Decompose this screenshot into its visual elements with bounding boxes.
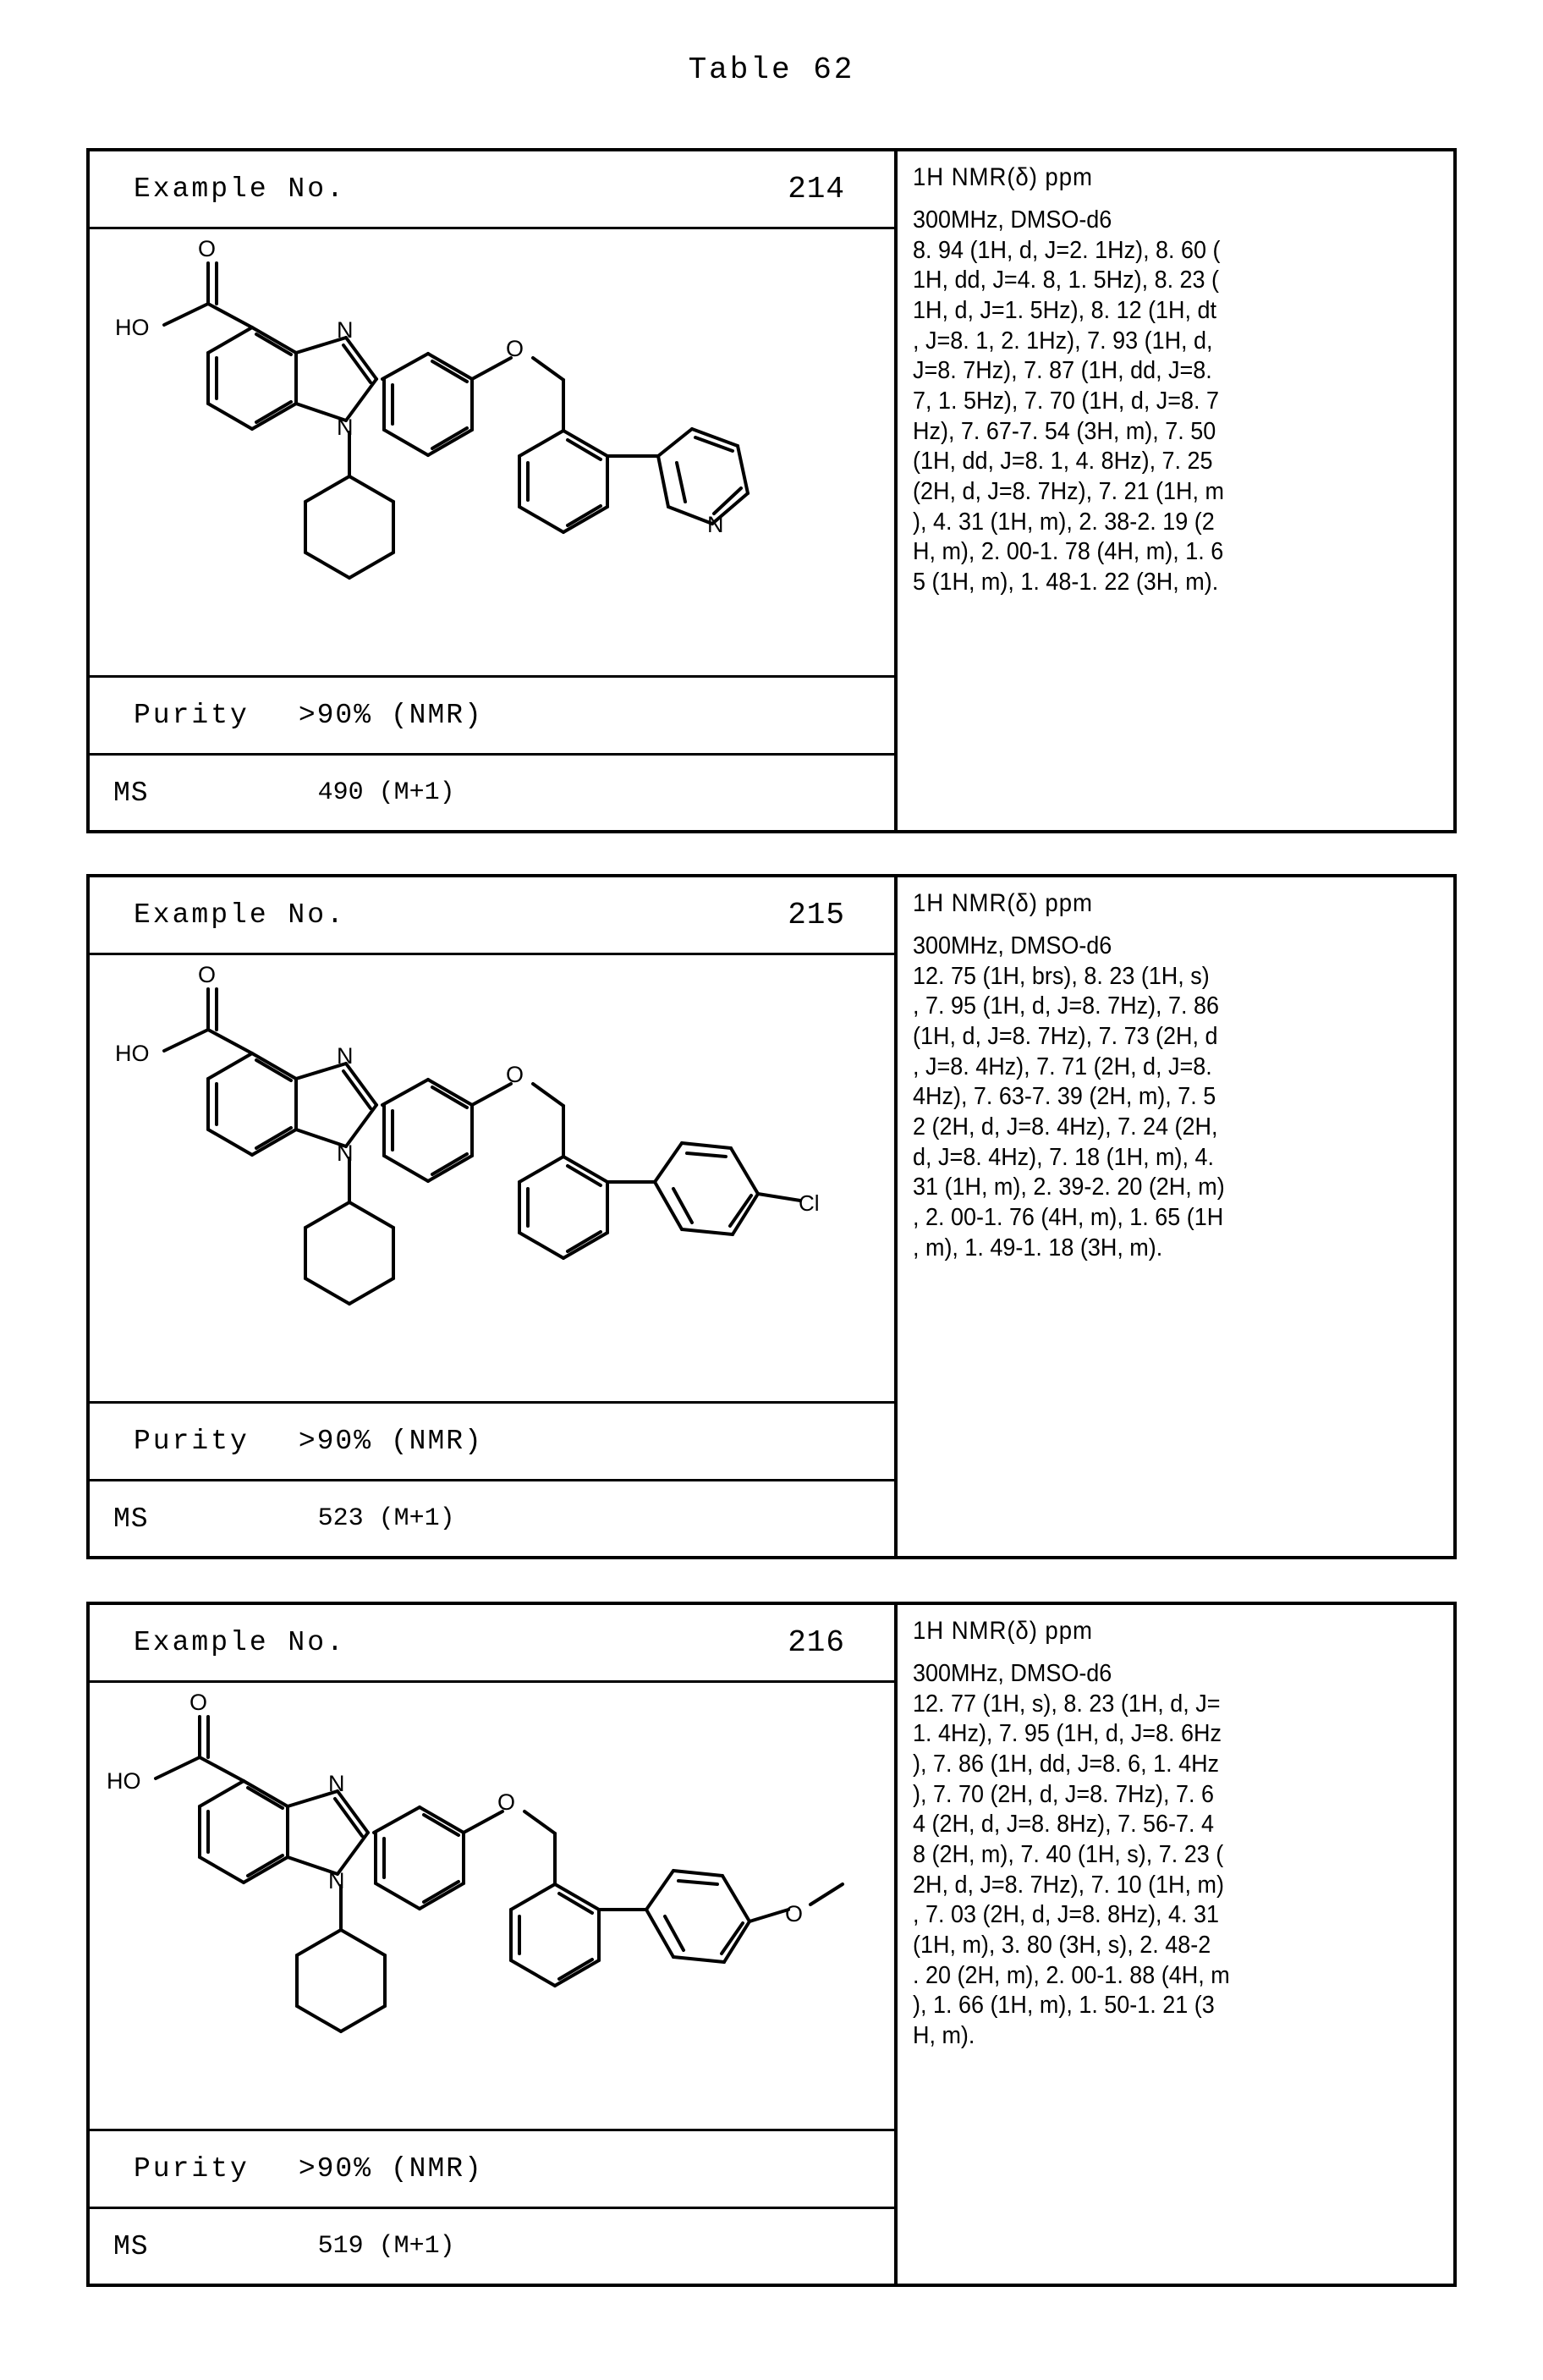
nmr-header: 1H NMR(δ) ppm (913, 889, 1093, 917)
nmr-column (898, 1605, 1453, 2284)
example-no-row (90, 1605, 894, 1683)
ms-label: MS (113, 777, 149, 809)
structure-diagram-icon (90, 229, 893, 678)
entry-left-column (90, 151, 898, 830)
nmr-line: 4 (2H, d, J=8. 8Hz), 7. 56-7. 4 (913, 1811, 1215, 1839)
example-no-label: Example No. (134, 173, 346, 205)
nmr-text (913, 206, 1446, 598)
structure-diagram-icon (90, 1683, 893, 2131)
nmr-line: . 20 (2H, m), 2. 00-1. 88 (4H, m (913, 1961, 1230, 1989)
example-no-value: 215 (788, 898, 845, 932)
nmr-line: 1. 4Hz), 7. 95 (1H, d, J=8. 6Hz (913, 1720, 1222, 1748)
nmr-line: ), 7. 86 (1H, dd, J=8. 6, 1. 4Hz (913, 1750, 1220, 1778)
example-no-value: 214 (788, 172, 845, 206)
entry-table-214 (86, 148, 1457, 833)
nmr-header: 1H NMR(δ) ppm (913, 1617, 1093, 1645)
structure-diagram-icon (90, 955, 893, 1404)
nmr-line: 7, 1. 5Hz), 7. 70 (1H, d, J=8. 7 (913, 387, 1220, 415)
purity-label: Purity (134, 1426, 250, 1457)
ms-row (90, 1481, 894, 1556)
example-no-label: Example No. (134, 899, 346, 931)
entry-left-column (90, 877, 898, 1556)
nmr-line: , J=8. 1, 2. 1Hz), 7. 93 (1H, d, (913, 327, 1213, 355)
ms-label: MS (113, 2230, 149, 2262)
nmr-text (913, 932, 1446, 1263)
example-no-value: 216 (788, 1625, 845, 1660)
nmr-line: , 7. 03 (2H, d, J=8. 8Hz), 4. 31 (913, 1901, 1220, 1929)
example-no-row (90, 151, 894, 229)
nmr-column (898, 877, 1453, 1556)
svg-text:HO: HO (115, 1041, 150, 1066)
nmr-line: 2H, d, J=8. 7Hz), 7. 10 (1H, m) (913, 1871, 1224, 1899)
svg-text:N: N (328, 1771, 345, 1796)
purity-label: Purity (134, 2153, 250, 2185)
nmr-line: 2 (2H, d, J=8. 4Hz), 7. 24 (2H, (913, 1113, 1218, 1141)
document-page (0, 52, 1543, 2380)
svg-text:O: O (506, 336, 524, 361)
nmr-line: ), 7. 70 (2H, d, J=8. 7Hz), 7. 6 (913, 1780, 1215, 1808)
svg-text:O: O (198, 962, 217, 987)
purity-value: >90% (NMR) (298, 700, 483, 731)
entry-left-column (90, 1605, 898, 2284)
nmr-line: 1H, dd, J=4. 8, 1. 5Hz), 8. 23 ( (913, 267, 1220, 294)
svg-text:N: N (337, 1141, 354, 1166)
ms-value: 523 (M+1) (317, 1504, 455, 1533)
nmr-line: , 2. 00-1. 76 (4H, m), 1. 65 (1H (913, 1203, 1224, 1231)
svg-text:N: N (337, 317, 354, 343)
nmr-line: H, m), 2. 00-1. 78 (4H, m), 1. 6 (913, 538, 1224, 566)
nmr-line: 12. 75 (1H, brs), 8. 23 (1H, s) (913, 962, 1210, 990)
nmr-line: (1H, d, J=8. 7Hz), 7. 73 (2H, d (913, 1022, 1218, 1050)
ms-label: MS (113, 1503, 149, 1535)
nmr-line: (2H, d, J=8. 7Hz), 7. 21 (1H, m (913, 477, 1224, 505)
nmr-line: , 7. 95 (1H, d, J=8. 7Hz), 7. 86 (913, 992, 1220, 1020)
purity-row (90, 2131, 894, 2209)
svg-text:O: O (189, 1690, 208, 1715)
nmr-line: d, J=8. 4Hz), 7. 18 (1H, m), 4. (913, 1143, 1214, 1171)
svg-text:HO: HO (115, 315, 150, 340)
nmr-line: Hz), 7. 67-7. 54 (3H, m), 7. 50 (913, 417, 1216, 445)
svg-text:O: O (497, 1789, 516, 1815)
purity-label: Purity (134, 700, 250, 731)
ms-value: 519 (M+1) (317, 2232, 455, 2261)
nmr-conditions: 300MHz, DMSO-d6 (913, 1660, 1112, 1687)
ms-value: 490 (M+1) (317, 778, 455, 807)
chemical-structure-216 (90, 1683, 894, 2131)
purity-value: >90% (NMR) (298, 1426, 483, 1457)
entry-table-216 (86, 1602, 1457, 2287)
svg-text:O: O (785, 1901, 804, 1927)
purity-row (90, 678, 894, 756)
example-no-label: Example No. (134, 1627, 346, 1658)
chemical-structure-214 (90, 229, 894, 678)
svg-text:N: N (337, 415, 354, 440)
nmr-line: , m), 1. 49-1. 18 (3H, m). (913, 1234, 1163, 1261)
ms-row (90, 2209, 894, 2284)
nmr-line: 8 (2H, m), 7. 40 (1H, s), 7. 23 ( (913, 1840, 1224, 1868)
entry-table-215 (86, 874, 1457, 1559)
nmr-line: 1H, d, J=1. 5Hz), 8. 12 (1H, dt (913, 296, 1217, 324)
nmr-line: H, m). (913, 2021, 975, 2049)
ms-row (90, 756, 894, 830)
svg-text:N: N (328, 1868, 345, 1894)
nmr-line: ), 1. 66 (1H, m), 1. 50-1. 21 (3 (913, 1992, 1215, 2020)
nmr-line: , J=8. 4Hz), 7. 71 (2H, d, J=8. (913, 1053, 1212, 1080)
nmr-line: 31 (1H, m), 2. 39-2. 20 (2H, m) (913, 1174, 1225, 1201)
nmr-conditions: 300MHz, DMSO-d6 (913, 932, 1112, 959)
purity-row (90, 1404, 894, 1481)
nmr-conditions: 300MHz, DMSO-d6 (913, 206, 1112, 234)
page-title: Table 62 (688, 52, 855, 87)
nmr-line: 12. 77 (1H, s), 8. 23 (1H, d, J= (913, 1690, 1221, 1718)
nmr-line: 4Hz), 7. 63-7. 39 (2H, m), 7. 5 (913, 1083, 1216, 1111)
nmr-line: (1H, dd, J=8. 1, 4. 8Hz), 7. 25 (913, 448, 1213, 475)
nmr-header: 1H NMR(δ) ppm (913, 163, 1093, 191)
svg-text:N: N (337, 1043, 354, 1069)
nmr-line: ), 4. 31 (1H, m), 2. 38-2. 19 (2 (913, 508, 1215, 536)
svg-text:O: O (198, 236, 217, 261)
nmr-line: (1H, m), 3. 80 (3H, s), 2. 48-2 (913, 1931, 1211, 1959)
svg-text:O: O (506, 1062, 524, 1087)
example-no-row (90, 877, 894, 955)
svg-text:HO: HO (107, 1768, 141, 1794)
svg-text:Cl: Cl (799, 1190, 820, 1216)
nmr-line: 8. 94 (1H, d, J=2. 1Hz), 8. 60 ( (913, 236, 1221, 264)
svg-text:N: N (707, 512, 724, 537)
purity-value: >90% (NMR) (298, 2153, 483, 2185)
nmr-line: J=8. 7Hz), 7. 87 (1H, dd, J=8. (913, 357, 1212, 385)
chemical-structure-215 (90, 955, 894, 1404)
nmr-column (898, 151, 1453, 830)
nmr-line: 5 (1H, m), 1. 48-1. 22 (3H, m). (913, 568, 1219, 596)
nmr-text (913, 1659, 1446, 2052)
